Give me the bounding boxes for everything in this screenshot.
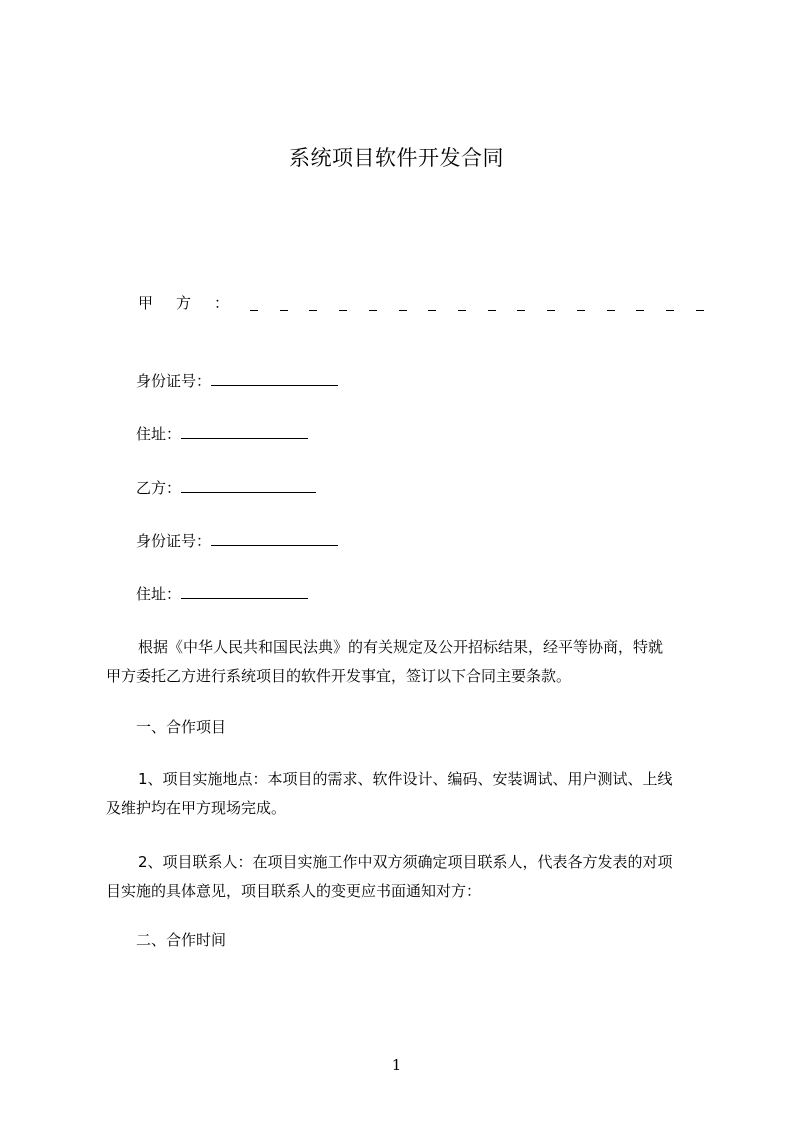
- party-a-field: [138, 292, 704, 316]
- id-label: 身份证号：: [136, 372, 212, 390]
- party-a-label-char-2: 方: [176, 294, 192, 312]
- address-blank-line[interactable]: [181, 424, 308, 439]
- document-title: 系统项目软件开发合同: [289, 146, 504, 170]
- id-label: 身份证号：: [136, 532, 212, 550]
- party-a-label-char-1: 甲: [138, 294, 154, 312]
- item-1-line-2: 及维护均在甲方现场完成。: [106, 799, 287, 817]
- item-1-line-1: 1、项目实施地点：本项目的需求、软件设计、编码、安装调试、用户测试、上线: [138, 770, 673, 788]
- intro-paragraph: [106, 633, 706, 691]
- party-b-blank-line[interactable]: [181, 478, 316, 493]
- party-b-id-field: [136, 531, 338, 551]
- section-1-heading: 一、合作项目: [136, 718, 227, 736]
- party-a-colon: ：: [214, 294, 230, 312]
- section-1-item-1: [106, 765, 706, 823]
- intro-line-1: 根据《中华人民共和国民法典》的有关规定及公开招标结果，经平等协商，特就: [138, 638, 664, 656]
- address-blank-line[interactable]: [181, 584, 308, 599]
- address-label: 住址：: [136, 425, 182, 443]
- party-a-id-field: [136, 371, 338, 391]
- party-a-address-field: [136, 424, 308, 444]
- party-b-field: [136, 478, 316, 498]
- id-blank-line[interactable]: [211, 371, 338, 386]
- id-blank-line[interactable]: [211, 531, 338, 546]
- address-label: 住址：: [136, 585, 182, 603]
- party-a-blank-line[interactable]: [250, 292, 704, 311]
- party-b-address-field: [136, 584, 308, 604]
- item-2-line-2: 目实施的具体意见，项目联系人的变更应书面通知对方：: [106, 882, 482, 900]
- section-1-item-2: [106, 848, 706, 906]
- item-2-line-1: 2、项目联系人：在项目实施工作中双方须确定项目联系人，代表各方发表的对项: [138, 853, 673, 871]
- party-b-label: 乙方：: [136, 479, 182, 497]
- intro-line-2: 甲方委托乙方进行系统项目的软件开发事宜，签订以下合同主要条款。: [106, 667, 572, 685]
- page-number: 1: [391, 1056, 402, 1074]
- section-2-heading: 二、合作时间: [136, 931, 227, 949]
